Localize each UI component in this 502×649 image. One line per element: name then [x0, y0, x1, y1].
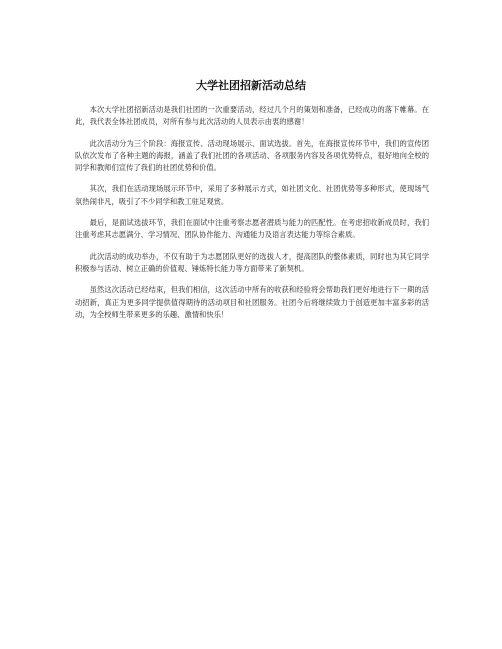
- paragraph-significance: 此次活动的成功举办，不仅有助于为志愿团队更好的选拔人才，提高团队的整体素质，同时也为其它同学积极参与活动、树立正确的价值观、锤炼特长能力等方面带来了新契机。: [75, 251, 429, 273]
- document-body: [75, 104, 429, 330]
- paragraph-intro: 本次大学社团招新活动是我们社团的一次重要活动，经过几个月的策划和准备，已经成功的落下帷幕。在此，我代表全体社团成员，对所有参与此次活动的人员表示由衷的感谢！: [75, 105, 429, 127]
- document-title: 大学社团招新活动总结: [196, 79, 306, 92]
- paragraph-showcase: 其次，我们在活动现场展示环节中，采用了多种展示方式，如社团文化、社团优势等多种形式，使现场气氛热闹非凡，吸引了不少同学和教工驻足观赏。: [75, 184, 429, 206]
- paragraph-stages: 此次活动分为三个阶段：海报宣传、活动现场展示、面试选拔。首先，在海报宣传环节中，我们的宣传团队依次发布了各种主题的海报，涵盖了我们社团的各项活动、各项服务内容及各项优势特点，很好地向全校的同学和教师们宣传了我们的社团优势和价值。: [75, 138, 429, 173]
- paragraph-interview: 最后，是面试选拔环节，我们在面试中注重考察志愿者潜质与能力的匹配性。在考虑招收新成员时，我们注重考虑其志愿满分、学习情况、团队协作能力、沟通能力及语言表达能力等综合素质。: [75, 218, 429, 240]
- paragraph-conclusion: 虽然这次活动已经结束，但我们相信，这次活动中所有的收获和经验将会帮助我们更好地进行下一期的活动招新，真正为更多同学提供值得期待的活动项目和社团服务。社团今后将继续致力于创造更加丰富多彩的活动，为全校师生带来更多的乐趣、激情和快乐！: [75, 285, 429, 319]
